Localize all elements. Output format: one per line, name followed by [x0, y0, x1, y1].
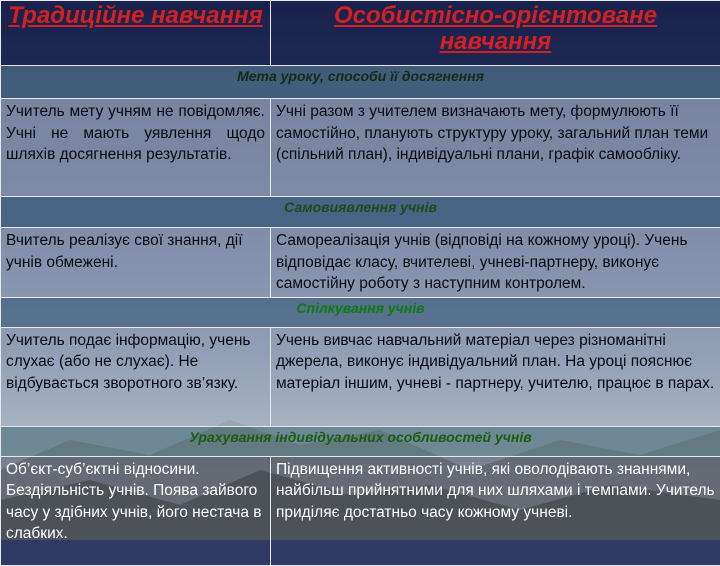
traditional-cell: Об’єкт-суб’єктні відносини. Бездіяльність учнів. Поява зайвого часу у здібних учнів, його нестача в слабких.: [1, 456, 271, 565]
person-oriented-cell: Самореалізація учнів (відповіді на кожному уроці). Учень відповідає класу, вчителеві, учневі-партнеру, виконує самостійну роботу з наступним контролем.: [271, 228, 720, 298]
comparison-row: [1, 228, 720, 298]
section-heading-row: [1, 66, 720, 99]
comparison-row: [1, 327, 720, 426]
left-column-title: Традиційне навчання: [1, 1, 271, 66]
section-heading-row: [1, 426, 720, 456]
person-oriented-cell: Учні разом з учителем визначають мету, формулюють її самостійно, планують структуру уроку, загальний план теми (спільний план), індивідуальні плани, графік самообліку.: [271, 99, 720, 197]
section-heading-row: [1, 297, 720, 327]
section-heading: Урахування індивідуальних особливостей учнів: [1, 426, 720, 456]
header-row: [1, 1, 720, 66]
comparison-row: [1, 99, 720, 197]
comparison-row: [1, 456, 720, 565]
section-heading: Спілкування учнів: [1, 297, 720, 327]
traditional-cell: Учитель мету учням не повідомляє. Учні не мають уявлення щодо шляхів досягнення результатів.: [1, 99, 271, 197]
right-column-title: Особистісно-орієнтоване навчання: [271, 1, 720, 66]
section-heading: Самовиявлення учнів: [1, 197, 720, 228]
person-oriented-cell: Учень вивчає навчальний матеріал через різноманітні джерела, виконує індивідуальний план. На уроці пояснює матеріал іншим, учневі - партнеру, учителю, працює в парах.: [271, 327, 720, 426]
person-oriented-cell: Підвищення активності учнів, які оволодівають знаннями, найбільш прийнятними для них шляхами і темпами. Учитель приділяє достатньо часу кожному учневі.: [271, 456, 720, 565]
traditional-cell: Учитель подає інформацію, учень слухає (або не слухає). Не відбувається зворотного зв’язку.: [1, 327, 271, 426]
section-heading: Мета уроку, способи її досягнення: [1, 66, 720, 99]
section-heading-row: [1, 197, 720, 228]
traditional-cell: Вчитель реалізує свої знання, дії учнів обмежені.: [1, 228, 271, 298]
